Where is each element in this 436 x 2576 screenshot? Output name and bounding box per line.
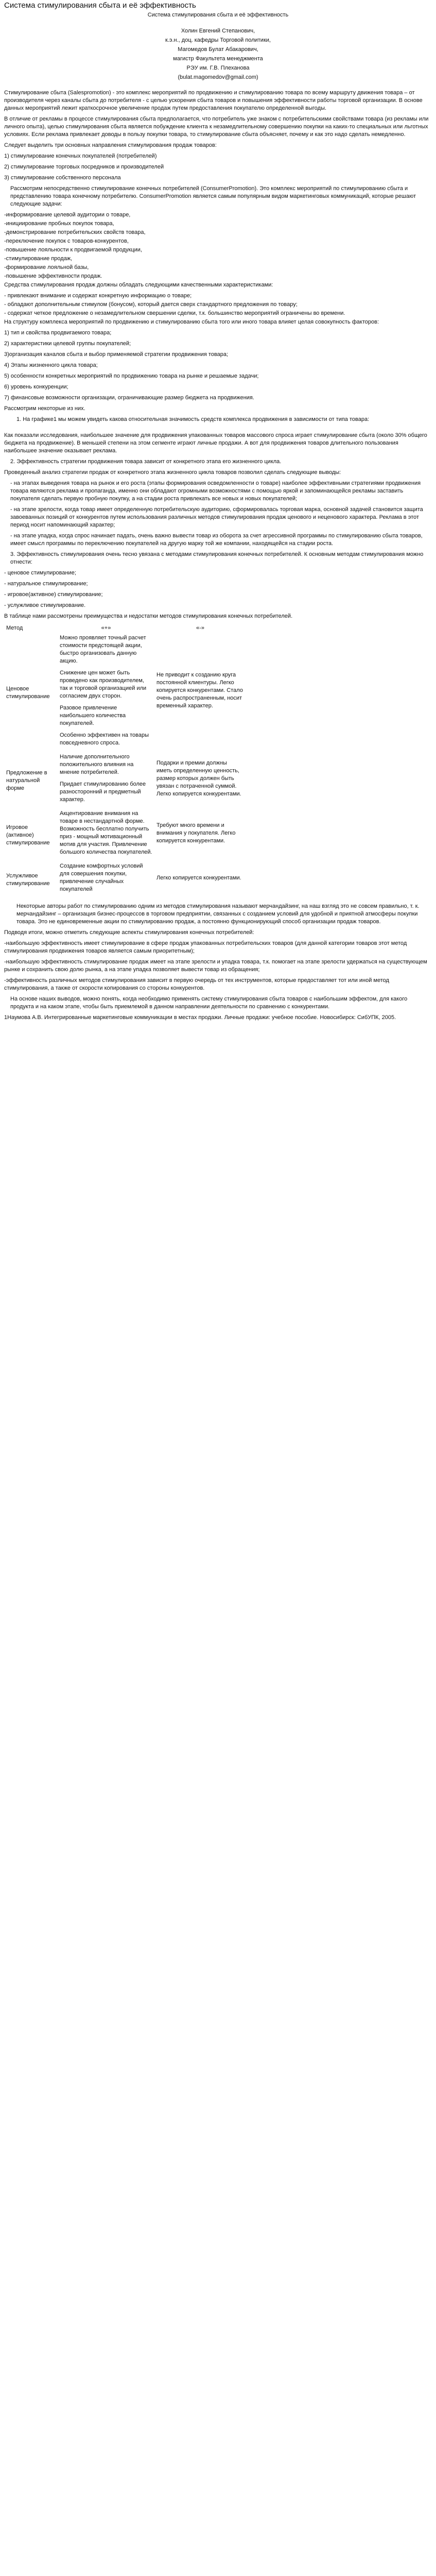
- cell-paragraph: Разовое привлечение наибольшего количества покупателей.: [60, 705, 126, 726]
- table-row: [4, 633, 246, 752]
- list-item: -стимулирование продаж,: [4, 256, 73, 262]
- numbered-point: 2. Эффективность стратегии продвижения товара зависит от конкретного этапа его жизненного цикла.: [10, 459, 282, 465]
- paragraph: На структуру комплекса мероприятий по продвижению и стимулированию сбыта того или иного товара влияет целая совокупность факторов:: [4, 319, 379, 325]
- cell-paragraph: Требуют много времени и внимания у покупателя. Легко копируется конкурентами.: [156, 822, 236, 844]
- paragraph: В таблице нами рассмотрены преимущества и недостатки методов стимулирования конечных потребителей.: [4, 613, 293, 619]
- methods-list: [4, 569, 432, 609]
- cell-paragraph: Можно проявляет точный расчет стоимости предстоящей акции, быстро организовать данную акцию.: [60, 635, 146, 664]
- paragraph: -наибольшую эффективность стимулирование продаж имеет на этапе зрелости и упадка товара, т.к. помогает на этапе зрелости удержаться на существующем рынке и сохранить свою долю рынка, а на этапе упадка позволяет вывести товар из обращения;: [4, 959, 427, 973]
- list-item: 5) особенности конкретных мероприятий по продвижению товара на рынке и решаемые задачи;: [4, 373, 259, 379]
- table-cell-minus: [154, 752, 246, 809]
- list-item: 6) уровень конкуренции;: [4, 384, 68, 390]
- author-line: Холин Евгений Степанович,: [181, 28, 255, 34]
- table-cell-plus: [58, 752, 154, 809]
- article: [0, 0, 436, 1030]
- author-line: магистр Факультета менеджмента: [173, 56, 263, 62]
- list-item: - на этапе зрелости, когда товар имеет определенную потребительскую аудиторию, сформировалась торговая марка, основной задачей становится защита завоеванных позиций от конкурентов путем использования различных методов стимулирования продаж ценового и неценового характера. Реклама в этот период носит напоминающий характер;: [10, 506, 423, 528]
- author-email: (bulat.magomedov@gmail.com): [178, 74, 258, 80]
- article-title: Система стимулирования сбыта и её эффективность: [4, 1, 196, 10]
- table-header-cell: «-»: [196, 625, 204, 631]
- comparison-table: [4, 623, 246, 899]
- table-header-row: [4, 623, 246, 633]
- table-cell-plus: [58, 633, 154, 752]
- list-item: -формирование лояльной базы,: [4, 264, 89, 270]
- table-header-cell: Метод: [6, 625, 23, 631]
- article-subtitle: Система стимулирования сбыта и её эффективность: [147, 12, 289, 18]
- list-item: -информирование целевой аудитории о товаре,: [4, 212, 131, 218]
- paragraph: На основе наших выводов, можно понять, когда необходимо применять систему стимулирования сбыта товаров с наибольшим эффектом, для какого продукта и на каком этапе, чтобы быть приемлемой в данном направлении деятельности по сравнению с конкурентами.: [10, 996, 408, 1010]
- list-item: 3)организация каналов сбыта и выбор применяемой стратегии продвижения товара;: [4, 351, 229, 358]
- consumer-tasks-list: [4, 211, 432, 280]
- author-line: РЭУ им. Г.В. Плеханова: [186, 65, 250, 71]
- author-line: Магомедов Булат Абакарович,: [178, 46, 258, 53]
- list-item: 1) тип и свойства продвигаемого товара;: [4, 330, 112, 336]
- paragraph: Рассмотрим некоторые из них.: [4, 405, 85, 412]
- list-item: - услужливое стимулирование.: [4, 602, 86, 608]
- paragraph: Подводя итоги, можно отметить следующие аспекты стимулирования конечных потребителей:: [4, 929, 254, 936]
- list-item: 7) финансовые возможности организации, ограничивающие размер бюджета на продвижения.: [4, 395, 254, 401]
- paragraph: Рассмотрим непосредственно стимулирование конечных потребителей (ConsumerPromotion). Это комплекс мероприятий по стимулированию сбыта и представлению товара конечному потребителю. ConsumerPromotion является самым популярным видом маркетинговых коммуникаций, которые решают следующие задачи:: [10, 185, 416, 207]
- list-item: - на этапах выведения товара на рынок и его роста (этапы формирования осведомленности о товаре) наиболее эффективными стратегиями продвижения товара являются реклама и пропаганда, именно они обладают огромными возможностями с помощью яркой и запоминающейся рекламы заставить покупателя сделать первую пробную покупку, а на стадии роста привлекать все новых и новых покупателей;: [10, 480, 421, 502]
- table-cell-minus: [154, 861, 246, 899]
- chart-placeholder-space: [4, 427, 432, 432]
- list-item: - ценовое стимулирование;: [4, 570, 76, 576]
- author-block: [4, 26, 432, 82]
- table-cell-minus: [154, 633, 246, 752]
- table-row: [4, 809, 246, 861]
- paragraph: В отличие от рекламы в процессе стимулирования сбыта предполагается, что потребитель уже знаком с потребительскими свойствами товара (из рекламы или личного опыта), целью стимулирования сбыта является побуждение клиента к незамедлительному совершению покупки на каких-то специальных или льготных условиях. Если реклама привлекает доводы в пользу покупки товара, то стимулирование сбыта объясняет, почему и как это надо сделать немедленно.: [4, 116, 429, 138]
- factors-list: [4, 329, 432, 402]
- paragraph: -наибольшую эффективность имеет стимулирование в сфере продаж упакованных потребительских товаров (для данной категории товаров этот метод стимулирования продвижения товаров является самым приоритетным);: [4, 940, 407, 954]
- table-cell-method: Предложение в натуральной форме: [6, 769, 47, 791]
- directions-list: [4, 152, 432, 182]
- list-item: - игровое(активное) стимулирование;: [4, 591, 103, 598]
- paragraph: Следует выделить три основных направления стимулирования продаж товаров:: [4, 142, 217, 148]
- paragraph: Средства стимулирования продаж должны обладать следующими качественными характеристиками:: [4, 282, 273, 288]
- cell-paragraph: Акцентирование внимания на товаре в нестандартной форме. Возможность бесплатно получить приз - мощный мотивационный мотив для участия. Привлечение большого количества покупателей.: [60, 810, 152, 855]
- list-item: - на этапе упадка, когда спрос начинает падать, очень важно вывести товар из оборота за счет агрессивной программы по стимулированию сбыта товаров, имеет смысл программы по переключению покупателей на другую марку той же компании, находящейся на стадии роста.: [10, 533, 423, 547]
- table-cell-method: Услужливое стимулирование: [6, 873, 50, 887]
- cell-paragraph: Не приводит к созданию круга постоянной клиентуры. Легко копируется конкурентами. Стало очень распространенным, носит временный характер.: [156, 672, 243, 709]
- features-list: [4, 292, 432, 317]
- cell-paragraph: Создание комфортных условий для совершения покупки, привлечение случайных покупателей: [60, 863, 143, 892]
- list-item: 4) Этапы жизненного цикла товара;: [4, 362, 98, 368]
- list-item: - обладают дополнительным стимулом (бонусом), который дается сверх стандартного предложения по товару;: [4, 301, 298, 308]
- list-item: - привлекают внимание и содержат конкретную информацию о товаре;: [4, 293, 192, 299]
- cell-paragraph: Наличие дополнительного положительного влияния на мнение потребителей.: [60, 754, 134, 775]
- list-item: 2) стимулирование торговых посредников и производителей: [4, 164, 164, 170]
- cell-paragraph: Снижение цен может быть проведено как производителем, так и торговой организацией или согласием двух сторон.: [60, 670, 147, 699]
- list-item: 1) стимулирование конечных покупателей (потребителей): [4, 153, 157, 159]
- paragraph: Как показали исследования, наибольшее значение для продвижения упакованных товаров массового спроса играет стимулирование сбыта (около 30% общего бюджета на продвижение). В меньшей степени на этом сегменте играют личные продажи. А вот для продвижения товаров длительного пользования наибольшее значение оказывает реклама.: [4, 432, 427, 454]
- list-item: -переключение покупок с товаров-конкурентов,: [4, 238, 129, 244]
- list-item: - содержат четкое предложение о незамедлительном свершении сделки, т.к. большинство мероприятий ограничены во времени.: [4, 310, 345, 316]
- table-cell-method: Игровое (активное) стимулирование: [6, 824, 50, 846]
- footnote-reference: 1Наумова А.В. Интегрированные маркетинговые коммуникации в местах продажи. Личные продажи: учебное пособие. Новосибирск: СибУПК, 2005.: [4, 1014, 396, 1021]
- table-row: [4, 861, 246, 899]
- paragraph: Проведенный анализ стратегии продаж от конкретного этапа жизненного цикла товаров позволил сделать следующие выводы:: [4, 469, 341, 476]
- table-cell-plus: [58, 809, 154, 861]
- cell-paragraph: Придает стимулированию более разносторонний и предметный характер.: [60, 781, 146, 803]
- list-item: 2) характеристики целевой группы покупателей;: [4, 341, 131, 347]
- list-item: -повышение лояльности к продвигаемой продукции,: [4, 247, 142, 253]
- table-cell-plus: [58, 861, 154, 899]
- numbered-point: 3. Эффективность стимулирования очень тесно увязана с методами стимулирования конечных потребителей. К основным методам стимулирования можно отнести:: [10, 551, 424, 565]
- list-item: -инициирование пробных покупок товара,: [4, 221, 114, 227]
- cell-paragraph: Особенно эффективен на товары повседневного спроса.: [60, 732, 149, 746]
- table-header-cell: «+»: [101, 625, 111, 631]
- table-row: [4, 752, 246, 809]
- list-item: -демонстрирование потребительских свойств товара,: [4, 229, 146, 235]
- paragraph: -эффективность различных методов стимулирования зависит в первую очередь от тех инструментов, которые предоставляет тот или иной метод стимулирования, а также от скорости копирования со стороны конкурентов.: [4, 977, 389, 991]
- paragraph: Некоторые авторы работ по стимулированию одним из методов стимулирования называют мерчандайзинг, на наш взгляд это не совсем правильно, т. к. мерчандайзинг – организация бизнес-процессов в торговом предприятии, связанных с созданием условий для удобной и приятной атмосферы покупки товара. Это не единовременные акции по стимулированию продаж, а постоянно функционирующий способ организации продаж товаров.: [16, 903, 420, 925]
- cell-paragraph: Подарки и премии должны иметь определенную ценность, размер которых должен быть увязан с потраченной суммой. Легко копируется конкурентами.: [156, 759, 241, 797]
- list-item: -повышение эффективности продаж.: [4, 273, 102, 279]
- cell-paragraph: Легко копируется конкурентами.: [156, 874, 241, 881]
- paragraph: Стимулирование сбыта (Salespromotion) - это комплекс мероприятий по продвижению и стимулированию товара по всему маршруту движения товара – от производителя через каналы сбыта до потребителя - с целью ускорения сбыта товаров и повышения эффективности работы торговой организации. В основе данных мероприятий лежит краткосрочное увеличение продаж путем предоставления покупателю определенной выгоды.: [4, 90, 423, 111]
- list-item: 3) стимулирование собственного персонала: [4, 175, 121, 181]
- table-cell-method: Ценовое стимулирование: [6, 685, 50, 700]
- table-cell-minus: [154, 809, 246, 861]
- numbered-point: 1. На графике1 мы можем увидеть какова относительная значимость средств комплекса продвижения в зависимости от типа товара:: [16, 416, 370, 422]
- list-item: - натуральное стимулирование;: [4, 581, 88, 587]
- author-line: к.э.н., доц. кафедры Торговой политики,: [165, 37, 271, 43]
